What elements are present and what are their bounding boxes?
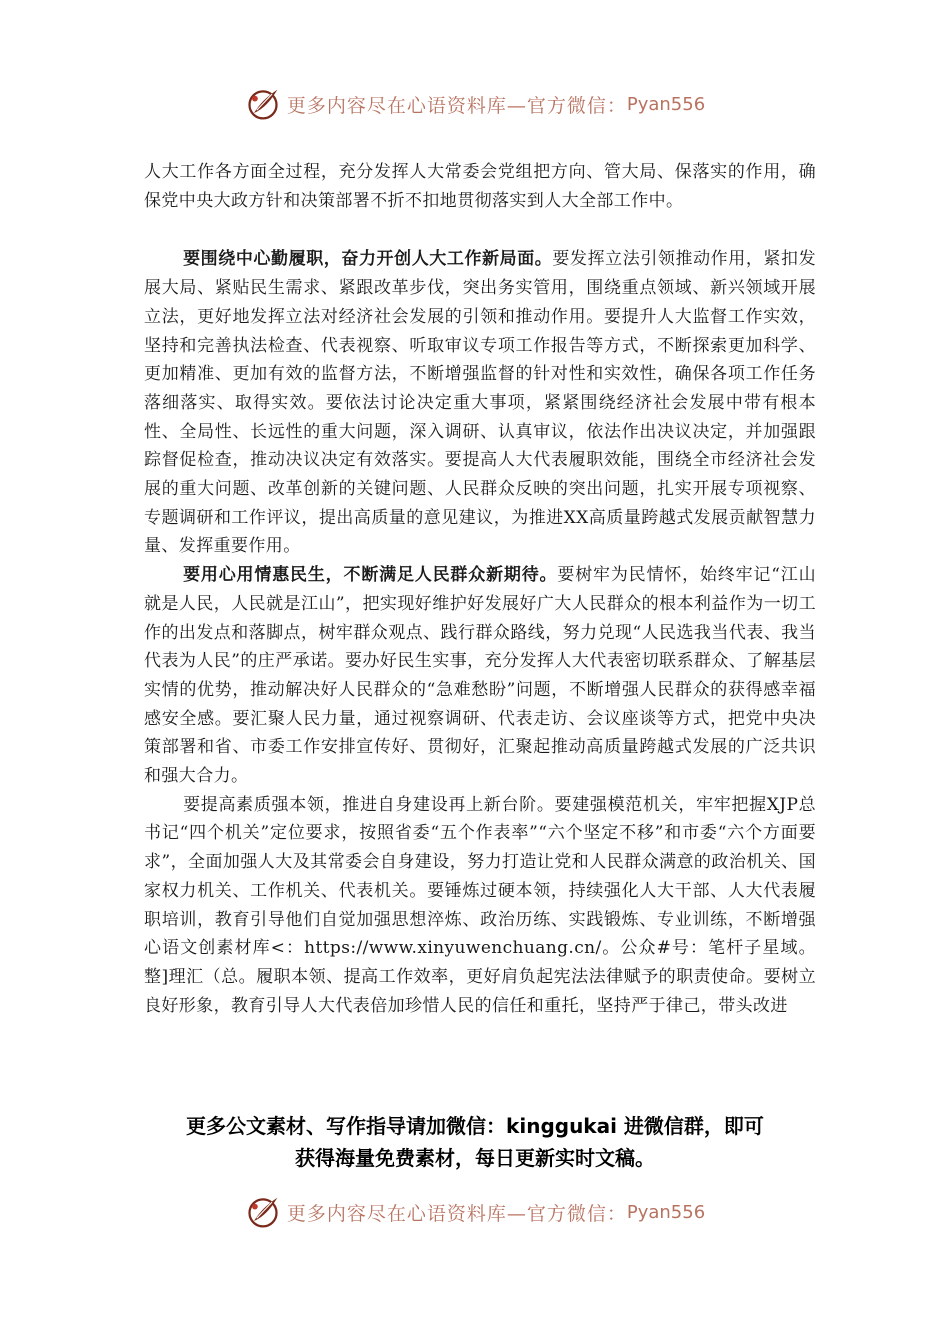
paragraph-3-heading: 要用心用情惠民生，不断满足人民群众新期待。 — [183, 565, 558, 586]
paragraph-3 — [144, 561, 816, 791]
quill-logo-icon — [245, 1194, 281, 1230]
header-banner-text: 更多内容尽在心语资料库—官方微信： — [286, 94, 627, 117]
paragraph-2 — [144, 245, 816, 561]
paragraph-1: 人大工作各方面全过程，充分发挥人大常委会党组把方向、管大局、保落实的作用，确保党中央大政方针和决策部署不折不扣地贯彻落实到人大全部工作中。 — [144, 162, 816, 211]
promo-line-1: 更多公文素材、写作指导请加微信：kinggukai 进微信群，即可 — [186, 1114, 764, 1138]
header-banner — [0, 82, 950, 126]
promo-line-2: 获得海量免费素材，每日更新实时文稿。 — [295, 1146, 655, 1170]
paragraph-2-heading: 要围绕中心勤履职，奋力开创人大工作新局面。 — [183, 249, 553, 270]
footer-banner — [0, 1190, 950, 1234]
paragraph-3-text: 要树牢为民情怀，始终牢记“江山就是人民，人民就是江山”，把实现好维护好发展好广大人民群众的根本利益作为一切工作的出发点和落脚点，树牢群众观点、践行群众路线，努力兑现“人民选我当代表、我当代表为人民”的庄严承诺。要办好民生实事，充分发挥人大代表密切联系群众、了解基层实情的优势，推动解决好人民群众的“急难愁盼”问题，不断增强人民群众的获得感幸福感安全感。要汇聚人民力量，通过视察调研、代表走访、会议座谈等方式，把党中央决策部署和省、市委工作安排宣传好、贯彻好，汇聚起推动高质量跨越式发展的广泛共识和强大合力。 — [144, 565, 816, 787]
paragraph-4: 要提高素质强本领，推进自身建设再上新台阶。要建强模范机关，牢牢把握XJP总书记“四个机关”定位要求，按照省委“五个作表率”“六个坚定不移”和市委“六个方面要求”，全面加强人大及其常委会自身建设，努力打造让党和人民群众满意的政治机关、国家权力机关、工作机关、代表机关。要锤炼过硬本领，持续强化人大干部、人大代表履职培训，教育引导他们自觉加强思想淬炼、政治历练、实践锻炼、专业训练，不断增强心语文创素材库<：https://www.xinyuwenchuang.cn/。公众#号：笔杆子星域。整]理汇（总。履职本领、提高工作效率，更好肩负起宪法法律赋予的职责使命。要树立良好形象，教育引导人大代表倍加珍惜人民的信任和重托，坚持严于律己，带头改进 — [144, 794, 816, 1016]
quill-logo-icon — [245, 86, 281, 122]
footer-wechat-id: Pyan556 — [626, 1201, 706, 1223]
promo-notice — [0, 1110, 950, 1174]
document-body — [144, 158, 816, 1020]
paragraph-2-text: 要发挥立法引领推动作用，紧扣发展大局、紧贴民生需求、紧跟改革步伐，突出务实管用，围绕重点领域、新兴领域开展立法，更好地发挥立法对经济社会发展的引领和推动作用。要提升人大监督工作实效，坚持和完善执法检查、代表视察、听取审议专项工作报告等方式，不断探索更加科学、更加精准、更加有效的监督方法，不断增强监督的针对性和实效性，确保各项工作任务落细落实、取得实效。要依法讨论决定重大事项，紧紧围绕经济社会发展中带有根本性、全局性、长远性的重大问题，深入调研、认真审议，依法作出决议决定，并加强跟踪督促检查，推动决议决定有效落实。要提高人大代表履职效能，围绕全市经济社会发展的重大问题、改革创新的关键问题、人民群众反映的突出问题，扎实开展专项视察、专题调研和工作评议，提出高质量的意见建议，为推进XX高质量跨越式发展贡献智慧力量、发挥重要作用。 — [144, 249, 817, 557]
footer-banner-text: 更多内容尽在心语资料库—官方微信： — [286, 1202, 627, 1225]
header-wechat-id: Pyan556 — [626, 93, 706, 115]
